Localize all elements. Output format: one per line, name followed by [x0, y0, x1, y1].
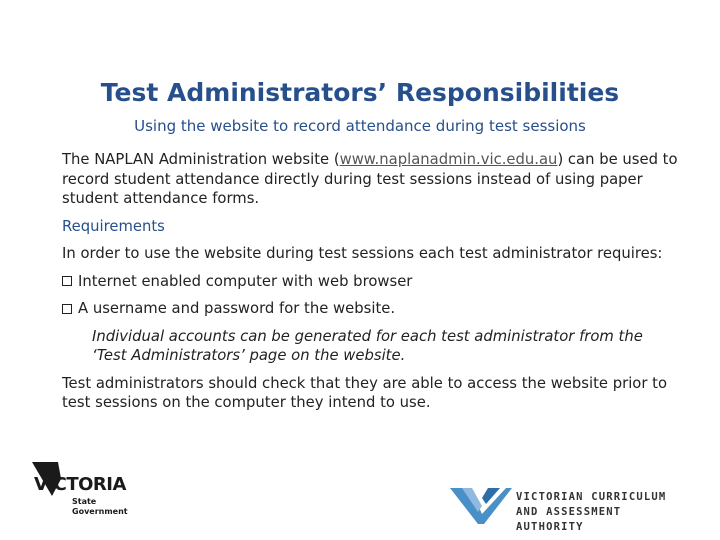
vcaa-tick-icon: [448, 484, 514, 526]
intro-text-after: ) can be used to record student attendance directly during test sessions instead of using paper student attendance forms.: [62, 151, 678, 207]
accounts-note: Individual accounts can be generated for each test administrator from the ‘Test Administrators’ page on the website.: [92, 327, 643, 364]
closing-paragraph: Test administrators should check that they are able to access the website prior to test sessions on the computer they intend to use.: [62, 374, 668, 411]
requirements-heading: Requirements: [62, 217, 165, 235]
requirements-intro: In order to use the website during test sessions each test administrator requires:: [62, 245, 663, 262]
checkbox-bullet-icon: [62, 276, 72, 286]
vcaa-logo: [448, 484, 680, 533]
intro-text-before: The NAPLAN Administration website (: [62, 151, 340, 168]
naplan-admin-link[interactable]: www.naplanadmin.vic.edu.au: [339, 151, 558, 168]
intro-paragraph: [62, 150, 682, 209]
slide-title: Test Administrators’ Responsibilities: [100, 78, 620, 107]
slide-subtitle: Using the website to record attendance during test sessions: [134, 117, 586, 135]
slide-content: [62, 150, 682, 413]
requirement-text: A username and password for the website.: [78, 300, 396, 317]
vcaa-line-1: VICTORIAN CURRICULUM: [516, 491, 667, 503]
victoria-wordmark: VICTORIA: [34, 474, 126, 495]
victoria-sub-government: Government: [72, 506, 128, 516]
victoria-sub-state: State: [72, 497, 97, 506]
requirement-item: [62, 299, 682, 319]
victoria-state-government-logo: [32, 462, 142, 522]
checkbox-bullet-icon: [62, 304, 72, 314]
requirement-item: [62, 272, 682, 292]
victoria-subtitle: [72, 497, 128, 516]
vcaa-wordmark: [516, 490, 680, 535]
vcaa-line-2: AND ASSESSMENT AUTHORITY: [516, 506, 622, 533]
requirement-text: Internet enabled computer with web browser: [78, 272, 413, 290]
